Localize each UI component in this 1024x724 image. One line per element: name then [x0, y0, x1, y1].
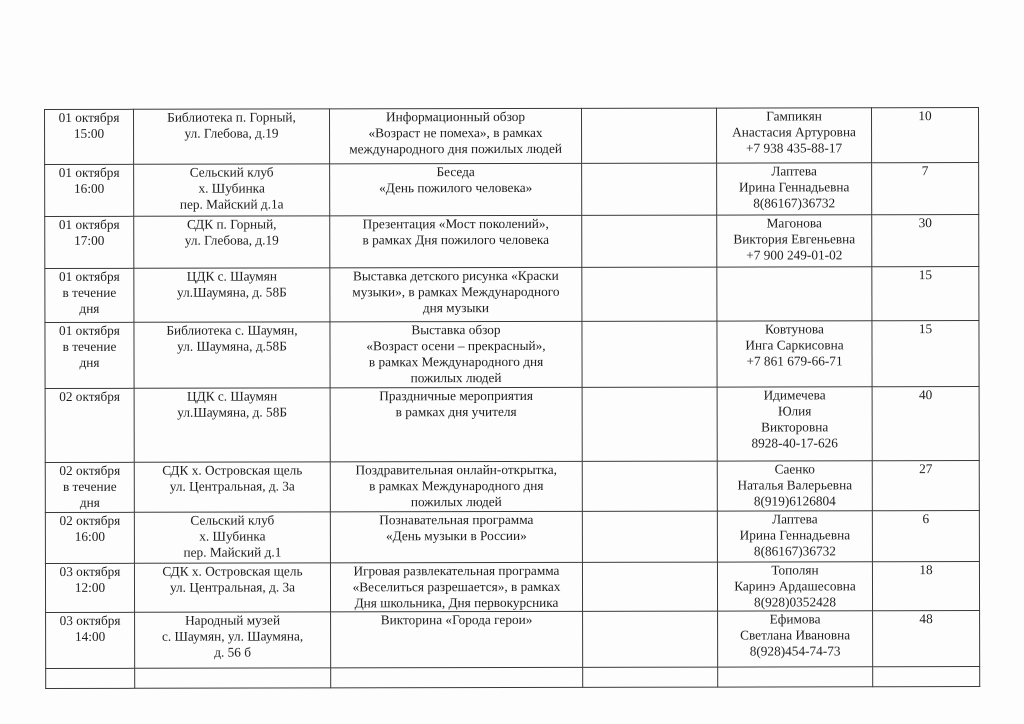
- cell-place: СДК х. Островская щель ул. Центральная, д. 3а: [134, 462, 330, 512]
- cell-contact: Гампикян Анастасия Артуровна +7 938 435-88-17: [716, 108, 871, 163]
- table-row: [45, 562, 979, 613]
- table-row: [45, 267, 979, 323]
- cell-contact: Лаптева Ирина Геннадьевна 8(86167)36732: [717, 511, 872, 562]
- cell-date: 01 октября 15:00: [45, 109, 134, 164]
- cell-extra: [583, 667, 718, 687]
- cell-extra: [582, 215, 717, 267]
- cell-event: Праздничные мероприятия в рамках дня учителя: [330, 387, 582, 462]
- cell-contact: [718, 667, 873, 687]
- cell-event: Презентация «Мост поколений», в рамках Дня пожилого человека: [330, 215, 582, 268]
- cell-event: [331, 667, 583, 688]
- cell-contact: Ковтунова Инга Саркисовна +7 861 679-66-71: [717, 321, 872, 387]
- table-row: [45, 321, 979, 389]
- cell-extra: [583, 611, 718, 667]
- table-row: [45, 163, 979, 217]
- cell-count: 40: [872, 387, 979, 461]
- cell-count: 10: [871, 108, 978, 163]
- cell-extra: [582, 461, 717, 511]
- cell-event: Викторина «Города герои»: [331, 611, 583, 668]
- cell-place: СДК х. Островская щель ул. Центральная, д. 3а: [134, 563, 330, 612]
- cell-date: 01 октября 16:00: [45, 164, 134, 216]
- cell-count: 27: [872, 461, 979, 511]
- cell-count: 7: [872, 163, 979, 215]
- cell-place: СДК п. Горный, ул. Глебова, д.19: [134, 216, 330, 268]
- cell-place: Сельский клуб х. Шубинка пер. Майский д.1: [134, 512, 330, 563]
- table-row: [45, 511, 979, 564]
- cell-count: 15: [872, 267, 979, 321]
- cell-place: Библиотека п. Горный, ул. Глебова, д.19: [134, 109, 330, 164]
- cell-date: 03 октября 14:00: [46, 612, 135, 668]
- cell-event: Беседа «День пожилого человека»: [330, 163, 582, 216]
- cell-place: Библиотека с. Шаумян, ул. Шаумяна, д.58Б: [134, 322, 330, 388]
- cell-contact: Саенко Наталья Валерьевна 8(919)6126804: [717, 461, 872, 511]
- table-row: [45, 108, 979, 165]
- cell-count: 48: [873, 611, 980, 667]
- cell-date: 03 октября 12:00: [45, 563, 134, 612]
- table-row: [46, 667, 980, 689]
- cell-place: [135, 668, 331, 688]
- cell-contact: Ефимова Светлана Ивановна 8(928)454-74-73: [718, 611, 873, 667]
- cell-contact: Тополян Каринэ Ардашесовна 8(928)0352428: [717, 562, 872, 611]
- cell-place: Народный музей с. Шаумян, ул. Шаумяна, д. 56 б: [135, 612, 331, 668]
- cell-extra: [582, 511, 717, 562]
- cell-date: 02 октября 16:00: [45, 512, 134, 563]
- table-row: [45, 215, 979, 269]
- events-table-body: [45, 108, 980, 689]
- cell-extra: [582, 321, 717, 387]
- table-row: [45, 387, 979, 463]
- cell-event: Выставка детского рисунка «Краски музыки», в рамках Международного дня музыки: [330, 267, 582, 322]
- cell-date: 02 октября: [45, 388, 134, 462]
- cell-event: Познавательная программа «День музыки в России»: [330, 511, 582, 563]
- cell-contact: Лаптева Ирина Геннадьевна 8(86167)36732: [717, 163, 872, 215]
- cell-date: 01 октября в течение дня: [45, 268, 134, 322]
- cell-place: ЦДК с. Шаумян ул.Шаумяна, д. 58Б: [134, 268, 330, 322]
- cell-date: 01 октября в течение дня: [45, 322, 134, 388]
- cell-count: 15: [872, 321, 979, 387]
- cell-event: Игровая развлекательная программа «Веселиться разрешается», в рамках Дня школьника, Дня первокурсника: [330, 562, 582, 612]
- cell-count: 18: [872, 562, 979, 611]
- cell-place: Сельский клуб х. Шубинка пер. Майский д.1а: [134, 164, 330, 216]
- cell-contact: Идимечева Юлия Викторовна 8928-40-17-626: [717, 387, 872, 461]
- cell-count: 30: [872, 215, 979, 267]
- cell-date: 02 октября в течение дня: [45, 462, 134, 512]
- cell-extra: [582, 267, 717, 321]
- cell-count: [873, 667, 980, 687]
- cell-count: 6: [872, 511, 979, 562]
- cell-event: Выставка обзор «Возраст осени – прекрасный», в рамках Международного дня пожилых людей: [330, 321, 582, 388]
- cell-place: ЦДК с. Шаумян ул.Шаумяна, д. 58Б: [134, 388, 330, 462]
- cell-contact: [717, 267, 872, 321]
- cell-date: [46, 668, 135, 688]
- events-table: [44, 107, 980, 689]
- cell-date: 01 октября 17:00: [45, 216, 134, 268]
- cell-extra: [581, 108, 716, 163]
- cell-event: Информационный обзор «Возраст не помеха», в рамках международного дня пожилых людей: [330, 108, 582, 164]
- cell-extra: [582, 387, 717, 461]
- cell-event: Поздравительная онлайн-открытка, в рамках Международного дня пожилых людей: [330, 461, 582, 512]
- cell-extra: [582, 163, 717, 215]
- table-row: [46, 611, 980, 669]
- cell-contact: Магонова Виктория Евгеньевна +7 900 249-01-02: [717, 215, 872, 267]
- cell-extra: [582, 562, 717, 611]
- table-row: [45, 461, 979, 513]
